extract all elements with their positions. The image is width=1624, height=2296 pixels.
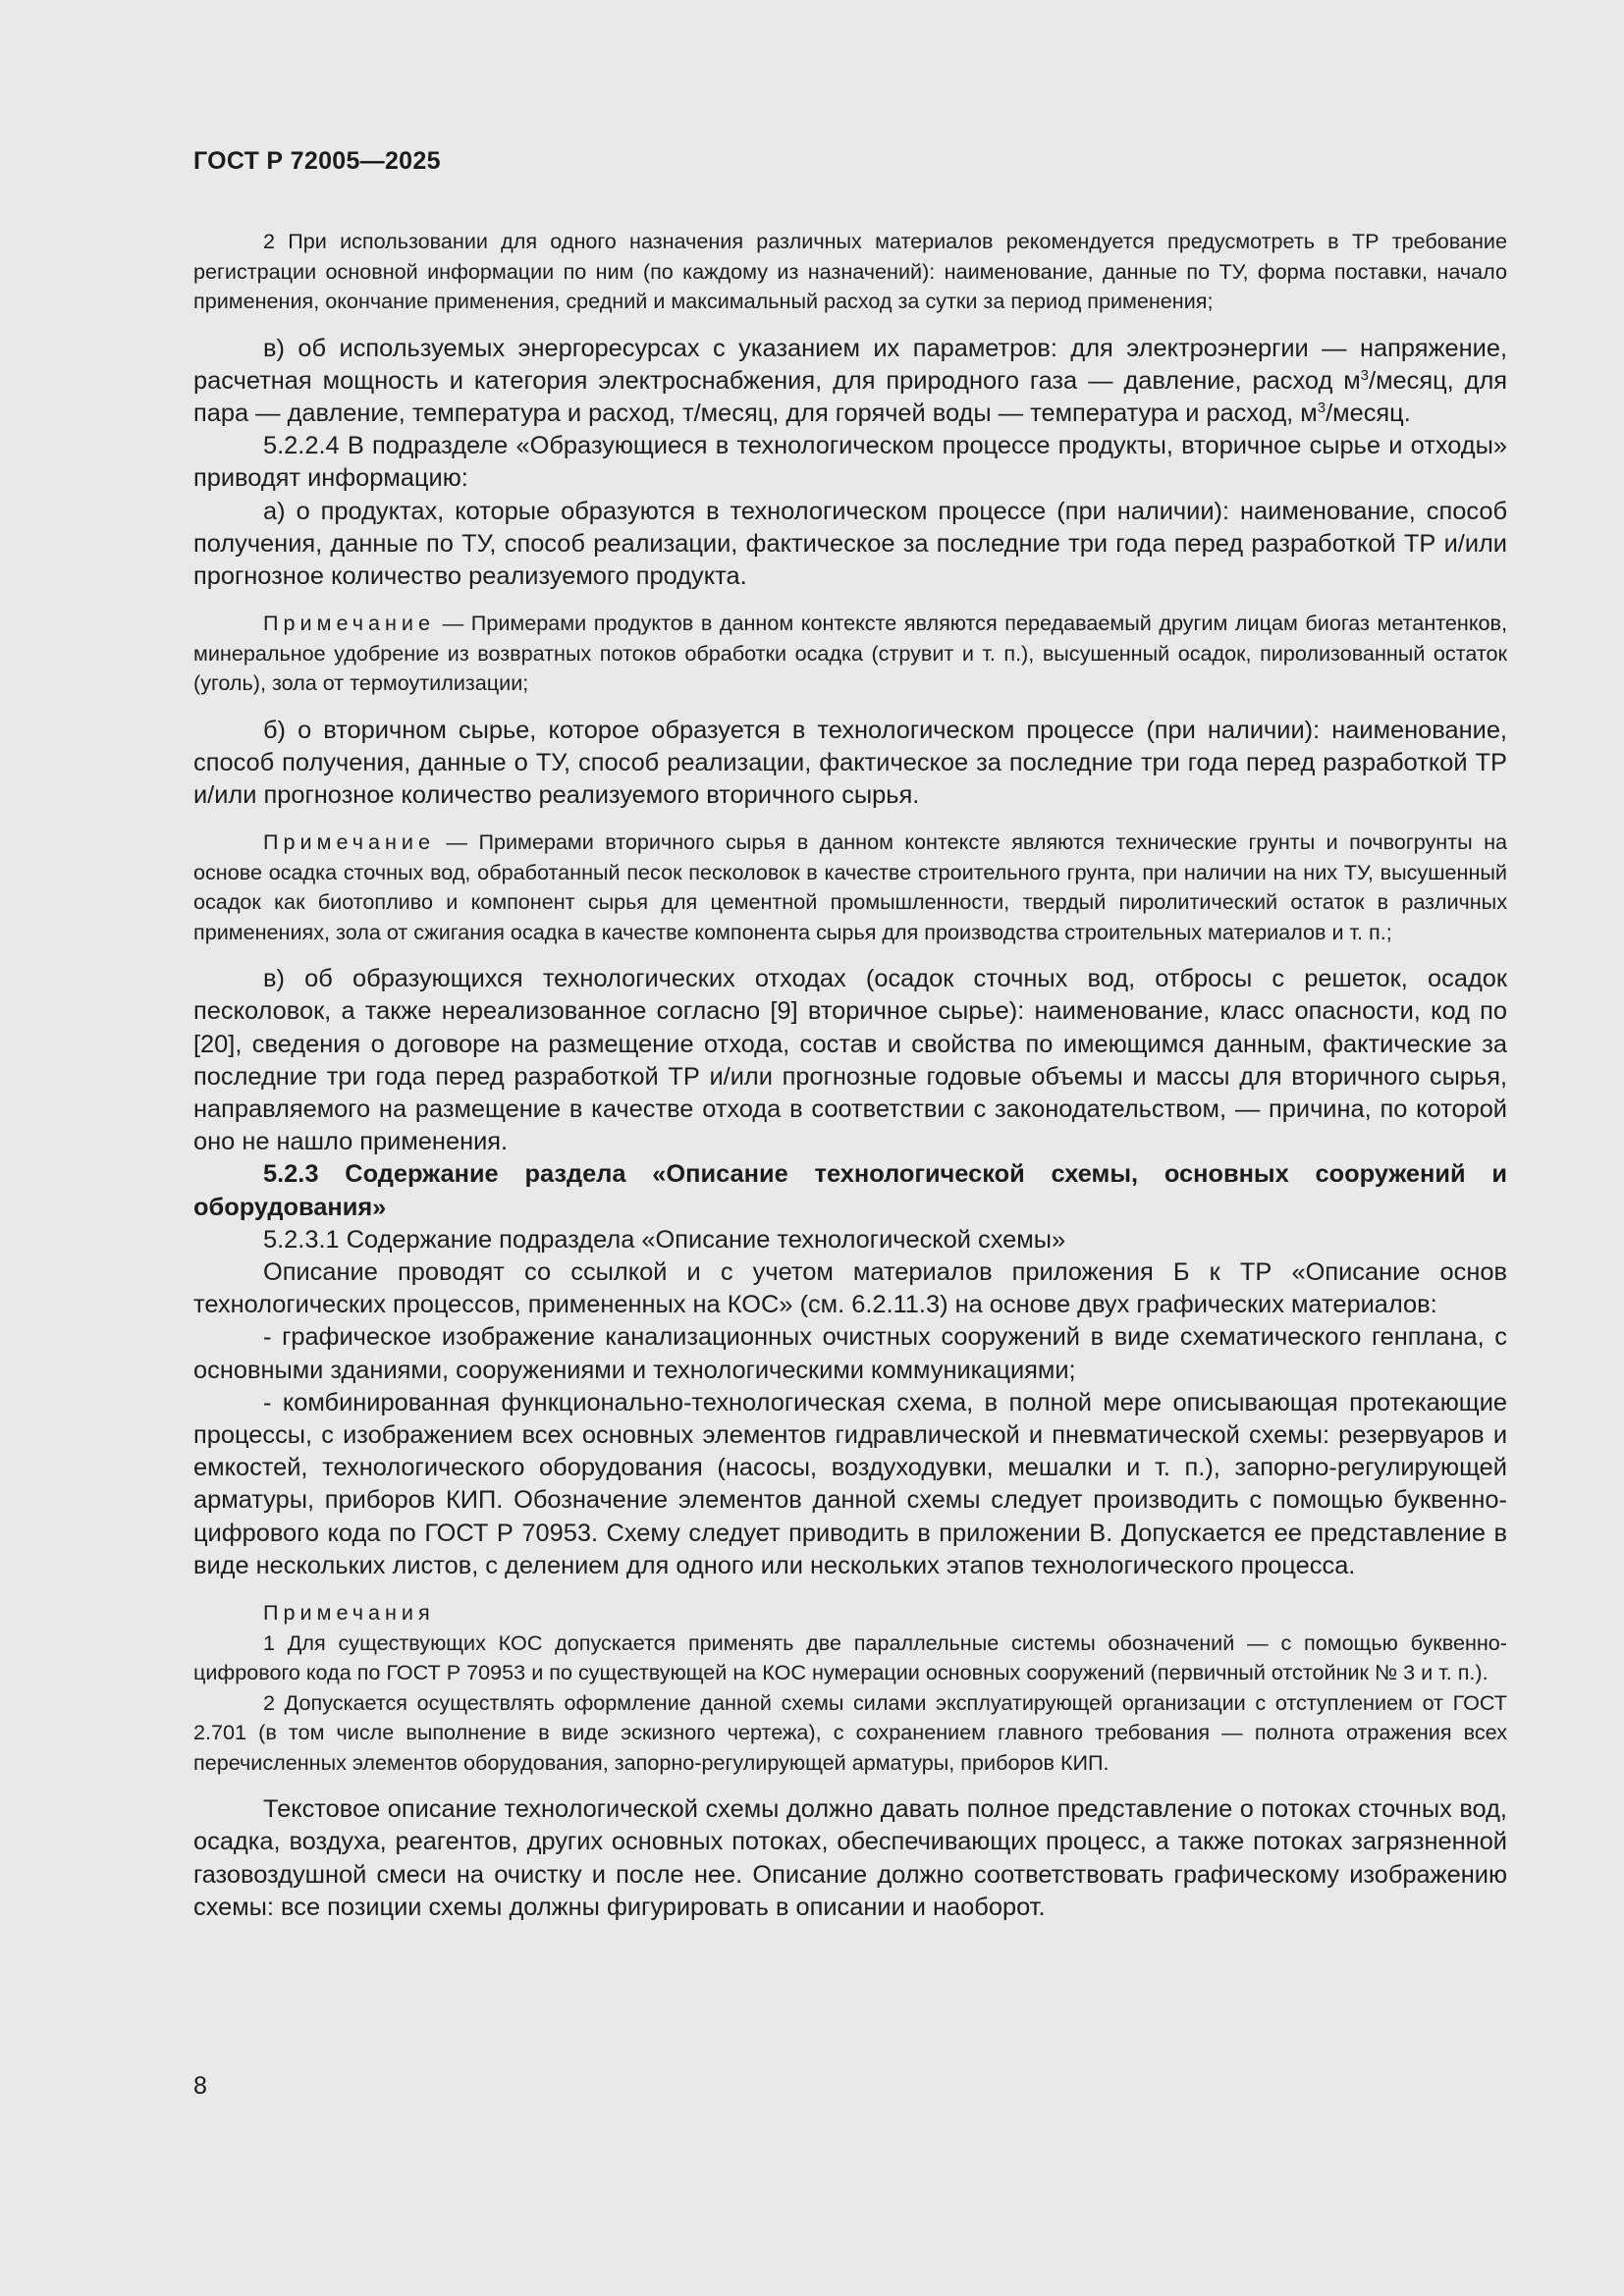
note-paragraph-materials: 2 При использовании для одного назначения различных материалов рекомендуется предусмотреть в ТР требование регистрации основной информации по ним (по каждому из назначений): наименование, данные по ТУ, форма поставки, начало применения, окончание применения, средний и максимальный расход за сутки за период применения; (193, 229, 1507, 313)
superscript: 3 (1360, 366, 1370, 384)
note-products (193, 609, 1507, 699)
note-secondary-raw (193, 828, 1507, 947)
text-segment: в) об используемых энергоресурсах с указанием их параметров: для электроэнергии — напряжение, расчетная мощность и категория электроснабжения, для природного газа — давление, расход м (193, 334, 1507, 395)
text-segment: /месяц. (1326, 399, 1411, 427)
superscript: 3 (1317, 399, 1326, 416)
note-text: — Примерами вторичного сырья в данном контексте являются технические грунты и почвогрунты на основе осадка сточных вод, обработанный песок песколовок в качестве строительного грунта, при наличии на них ТУ, высушенный осадок как биотопливо и компонент сырья для цементной промышленности, твердый пиролитический остаток в различных применениях, зола от сжигания осадка в качестве компонента сырья для производства строительных материалов и т. п.; (193, 829, 1507, 944)
clause-5-2-2-4: 5.2.2.4 В подразделе «Образующиеся в технологическом процессе продукты, вторичное сырье и отходы» приводят информацию: (193, 432, 1507, 493)
list-item-products: а) о продуктах, которые образуются в технологическом процессе (при наличии): наименование, способ получения, данные по ТУ, способ реализации, фактическое за последние три года перед разработкой ТР и/или прогнозное количество реализуемого продукта. (193, 497, 1507, 590)
section-heading-5-2-3: 5.2.3 Содержание раздела «Описание технологической схемы, основных сооружений и оборудования» (193, 1160, 1507, 1221)
text-segment: /месяц, для пара — давление, температура и расход, т/месяц, для горячей воды — температура и расход, м (193, 366, 1508, 427)
paragraph-description: Описание проводят со ссылкой и с учетом материалов приложения Б к ТР «Описание основ технологических процессов, примененных на КОС» (см. 6.2.11.3) на основе двух графических материалов: (193, 1258, 1507, 1319)
list-item-energy-resources (193, 333, 1507, 431)
clause-5-2-3-1: 5.2.3.1 Содержание подраздела «Описание технологической схемы» (263, 1225, 1066, 1254)
document-header: ГОСТ Р 72005—2025 (193, 147, 441, 175)
note-text: — Примерами продуктов в данном контексте являются передаваемый другим лицам биогаз метантенков, минеральное удобрение из возвратных потоков обработки осадка (струвит и т. п.), высушенный осадок, пиролизованный остаток (уголь), зола от термоутилизации; (193, 611, 1507, 696)
paragraph-text-description: Текстовое описание технологической схемы должно давать полное представление о потоках сточных вод, осадка, воздуха, реагентов, других основных потоках, обеспечивающих процесс, а также потоках загрязненной газовоздушной смеси на очистку и после нее. Описание должно соответствовать графическому изображению схемы: все позиции схемы должны фигурировать в описании и наоборот. (193, 1795, 1507, 1921)
note-item-1: 1 Для существующих КОС допускается применять две параллельные системы обозначений — с помощью буквенно-цифрового кода по ГОСТ Р 70953 и по существующей на КОС нумерации основных сооружений (первичный отстойник № 3 и т. п.). (193, 1629, 1507, 1685)
note-item-2: 2 Допускается осуществлять оформление данной схемы силами эксплуатирующей организации с отступлением от ГОСТ 2.701 (в том числе выполнение в виде эскизного чертежа), с сохранением главного требования — полнота отражения всех перечисленных элементов оборудования, запорно-регулирующей арматуры, приборов КИП. (193, 1689, 1507, 1775)
note-label: Примечание (263, 829, 435, 855)
document-page (193, 147, 1507, 1924)
page-number: 8 (193, 2072, 207, 2100)
notes-label: Примечания (263, 1600, 435, 1626)
list-item-waste: в) об образующихся технологических отходах (осадок сточных вод, отбросы с решеток, осадок песколовок, а также нереализованное согласно [9] вторичное сырье): наименование, класс опасности, код по [20], сведения о договоре на размещение отхода, состав и свойства по имеющимся данным, фактические за последние три года перед разработкой ТР и/или прогнозные годовые объемы и массы для вторичного сырья, направляемого на размещение в качестве отхода в соответствии с законодательством, — причина, по которой оно не нашло применения. (193, 965, 1507, 1156)
list-item-secondary-raw: б) о вторичном сырье, которое образуется в технологическом процессе (при наличии): наименование, способ получения, данные о ТУ, способ реализации, фактическое за последние три года перед разработкой ТР и/или прогнозное количество реализуемого вторичного сырья. (193, 716, 1507, 810)
note-label: Примечание (263, 611, 435, 636)
list-item-genplan: - графическое изображение канализационных очистных сооружений в виде схематического генплана, с основными зданиями, сооружениями и технологическими коммуникациями; (193, 1323, 1507, 1384)
list-item-scheme: - комбинированная функционально-технологическая схема, в полной мере описывающая протекающие процессы, с изображением всех основных элементов гидравлической и пневматической схемы: резервуаров и емкостей, технологического оборудования (насосы, воздуходувки, мешалки и т. п.), запорно-регулирующей арматуры, приборов КИП. Обозначение элементов данной схемы следует производить с помощью буквенно-цифрового кода по ГОСТ Р 70953. Схему следует приводить в приложении В. Допускается ее представление в виде нескольких листов, с делением для одного или нескольких этапов технологического процесса. (193, 1388, 1507, 1579)
